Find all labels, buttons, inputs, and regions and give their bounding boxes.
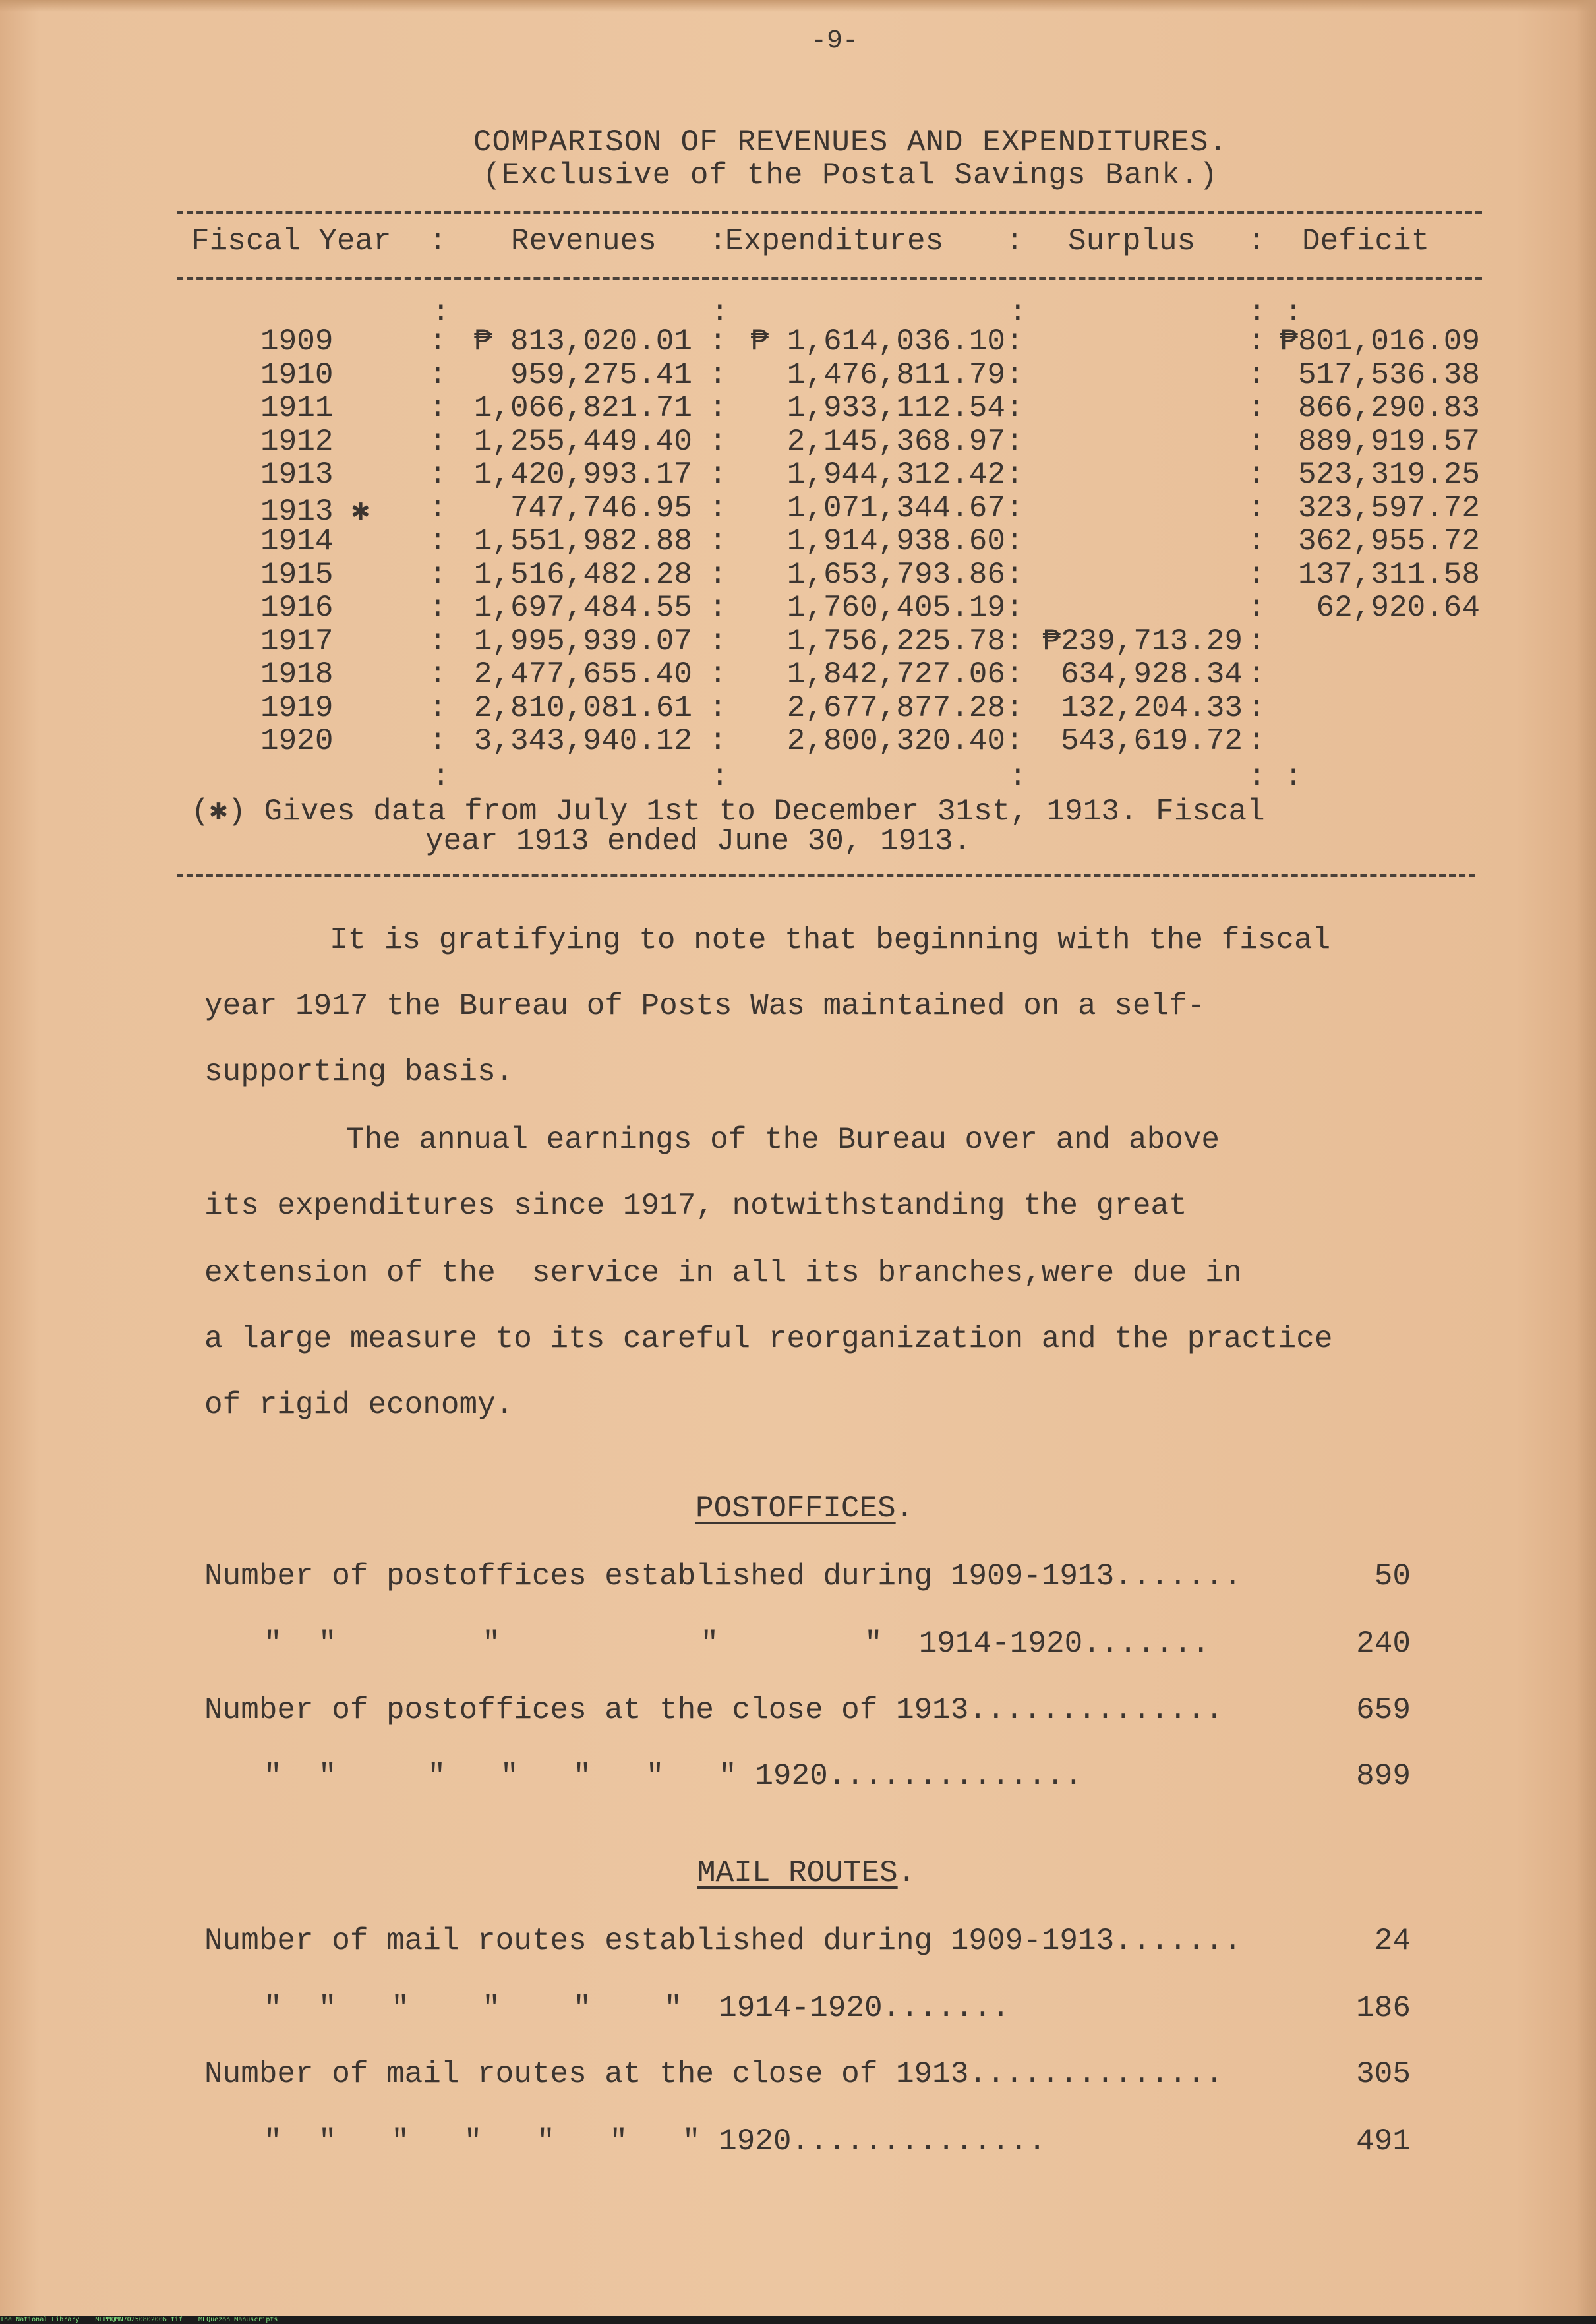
table-colon: : — [1247, 624, 1266, 659]
header-deficit: Deficit — [1302, 224, 1430, 258]
table-cell-expenditures: 1,071,344.67 — [786, 491, 1005, 525]
table-cell-surplus: 634,928.34 — [1060, 657, 1243, 692]
table-cell-expenditures: 1,653,793.86 — [786, 558, 1005, 592]
table-colon: : — [709, 391, 727, 425]
table-footnote-line1: (✱) Gives data from July 1st to December 31st, 1913. Fiscal — [191, 794, 1265, 829]
table-cell-expenditures: 2,800,320.40 — [786, 724, 1005, 758]
mail-routes-heading-text: MAIL ROUTES — [697, 1856, 898, 1890]
table-colon: : — [1005, 425, 1024, 459]
mail-routes-line-value: 24 — [1374, 1924, 1411, 1958]
mail-routes-line-text: Number of mail routes at the close of 1913.............. — [204, 2057, 1224, 2091]
postoffices-line-text: " " " " " 1914-1920....... — [264, 1626, 1210, 1661]
document-subtitle: (Exclusive of the Postal Savings Bank.) — [483, 158, 1218, 193]
table-cell-year: 1915 — [260, 558, 334, 592]
table-colon-marks-top: : : : : : — [432, 295, 1303, 330]
table-cell-revenues: 1,420,993.17 — [473, 458, 692, 492]
table-cell-year: 1918 — [260, 657, 334, 692]
table-cell-revenues: 747,746.95 — [510, 491, 692, 525]
table-footnote-line2: year 1913 ended June 30, 1913. — [425, 824, 972, 858]
table-colon: : — [1247, 425, 1266, 459]
mail-routes-line-value: 186 — [1356, 1991, 1411, 2025]
table-cell-year: 1913 — [260, 458, 334, 492]
table-colon: : — [709, 491, 727, 525]
table-header-rule — [177, 277, 1482, 280]
table-cell-revenues: 2,810,081.61 — [473, 691, 692, 725]
table-colon: : — [709, 458, 727, 492]
table-colon: : — [709, 591, 727, 625]
table-cell-expenditures: 1,760,405.19 — [786, 591, 1005, 625]
table-cell-deficit: 362,955.72 — [1297, 524, 1480, 558]
header-revenues: Revenues — [511, 224, 657, 258]
table-cell-year: 1911 — [260, 391, 334, 425]
paragraph-line: supporting basis. — [204, 1055, 514, 1089]
table-colon: : — [1005, 458, 1024, 492]
table-cell-year: 1920 — [260, 724, 334, 758]
postoffices-line-value: 899 — [1356, 1759, 1411, 1793]
table-cell-year: 1916 — [260, 591, 334, 625]
table-colon: : — [709, 691, 727, 725]
table-cell-deficit: ₱801,016.09 — [1280, 324, 1480, 359]
table-colon: : — [709, 624, 727, 659]
table-cell-deficit: 866,290.83 — [1297, 391, 1480, 425]
table-colon: : — [709, 657, 727, 692]
table-cell-year: 1919 — [260, 691, 334, 725]
table-cell-expenditures: 1,756,225.78 — [786, 624, 1005, 659]
postoffices-line-value: 240 — [1356, 1626, 1411, 1661]
document-title: COMPARISON OF REVENUES AND EXPENDITURES. — [473, 125, 1228, 160]
table-cell-year: 1914 — [260, 524, 334, 558]
table-colon: : — [429, 691, 447, 725]
table-colon: : — [1005, 391, 1024, 425]
table-cell-surplus: ₱239,713.29 — [1042, 624, 1243, 659]
postoffices-line-value: 50 — [1374, 1559, 1411, 1594]
table-cell-deficit: 137,311.58 — [1297, 558, 1480, 592]
paragraph-line: its expenditures since 1917, notwithstanding the great — [204, 1189, 1187, 1223]
table-bottom-rule — [177, 874, 1475, 877]
scan-footer-bar: The National Library MLPMQMN70250802006 tif MLQuezon Manuscripts — [0, 2316, 1596, 2324]
table-colon: : — [1247, 691, 1266, 725]
paragraph-line: a large measure to its careful reorganization and the practice — [204, 1322, 1333, 1356]
mail-routes-heading: MAIL ROUTES. — [697, 1856, 916, 1890]
mail-routes-line-value: 305 — [1356, 2057, 1411, 2091]
table-cell-year: 1910 — [260, 358, 334, 392]
table-top-rule — [177, 211, 1482, 214]
table-colon: : — [1247, 491, 1266, 525]
table-colon: : — [709, 724, 727, 758]
table-cell-revenues: 959,275.41 — [510, 358, 692, 392]
table-colon: : — [1005, 624, 1024, 659]
header-surplus: Surplus — [1068, 224, 1196, 258]
page-number: -9- — [811, 26, 859, 56]
paragraph-line: extension of the service in all its branches,were due in — [204, 1256, 1242, 1290]
table-colon: : — [429, 458, 447, 492]
table-cell-expenditures: ₱ 1,614,036.10 — [750, 324, 1005, 359]
paragraph-line: of rigid economy. — [204, 1388, 514, 1422]
table-colon: : — [1005, 591, 1024, 625]
table-cell-revenues: 1,066,821.71 — [473, 391, 692, 425]
table-colon: : — [1005, 324, 1024, 359]
table-cell-expenditures: 1,933,112.54 — [786, 391, 1005, 425]
table-cell-expenditures: 2,145,368.97 — [786, 425, 1005, 459]
table-cell-expenditures: 2,677,877.28 — [786, 691, 1005, 725]
table-colon: : — [709, 358, 727, 392]
table-colon: : — [1005, 491, 1024, 525]
table-colon: : — [1247, 391, 1266, 425]
table-colon: : — [429, 425, 447, 459]
paragraph-line: It is gratifying to note that beginning with the fiscal — [330, 923, 1331, 957]
table-cell-surplus: 543,619.72 — [1060, 724, 1243, 758]
table-cell-revenues: ₱ 813,020.01 — [473, 324, 692, 359]
table-colon: : — [1247, 358, 1266, 392]
table-cell-year: 1913 ✱ — [260, 494, 370, 529]
table-cell-deficit: 323,597.72 — [1297, 491, 1480, 525]
table-cell-deficit: 889,919.57 — [1297, 425, 1480, 459]
table-colon: : — [709, 425, 727, 459]
postoffices-heading-text: POSTOFFICES — [695, 1491, 896, 1526]
page-right-shadow — [1576, 0, 1596, 2324]
table-colon: : — [1247, 657, 1266, 692]
mail-routes-line-value: 491 — [1356, 2124, 1411, 2159]
mail-routes-line-text: " " " " " " " 1920.............. — [264, 2124, 1046, 2159]
table-cell-expenditures: 1,476,811.79 — [786, 358, 1005, 392]
table-colon: : — [1005, 724, 1024, 758]
table-colon: : — [1247, 724, 1266, 758]
table-cell-surplus: 132,204.33 — [1060, 691, 1243, 725]
table-colon: : — [709, 324, 727, 359]
table-colon: : — [1005, 657, 1024, 692]
table-colon: : — [429, 558, 447, 592]
table-cell-deficit: 523,319.25 — [1297, 458, 1480, 492]
table-colon: : — [709, 524, 727, 558]
table-cell-expenditures: 1,944,312.42 — [786, 458, 1005, 492]
table-colon: : — [1247, 524, 1266, 558]
paragraph-line: The annual earnings of the Bureau over and above — [346, 1123, 1220, 1157]
table-cell-year: 1912 — [260, 425, 334, 459]
table-cell-expenditures: 1,914,938.60 — [786, 524, 1005, 558]
mail-routes-line-text: " " " " " " 1914-1920....... — [264, 1991, 1010, 2025]
table-colon: : — [709, 558, 727, 592]
postoffices-heading: POSTOFFICES. — [695, 1491, 914, 1526]
table-colon: : — [429, 391, 447, 425]
table-cell-revenues: 1,551,982.88 — [473, 524, 692, 558]
postoffices-line-text: Number of postoffices at the close of 1913.............. — [204, 1693, 1224, 1727]
table-cell-deficit: 517,536.38 — [1297, 358, 1480, 392]
table-colon: : — [1005, 691, 1024, 725]
table-cell-revenues: 3,343,940.12 — [473, 724, 692, 758]
header-expenditures: Expenditures — [725, 224, 944, 258]
table-colon: : — [1005, 558, 1024, 592]
document-page: -9- COMPARISON OF REVENUES AND EXPENDITURES. (Exclusive of the Postal Savings Bank.) Fiscal Year : Revenues : Expenditures : Surplus : Deficit : : : : : 1909 : ₱ 813,020.01 : ₱ 1,614,036.10 : : ₱801,016.09 1910 : 959,275.41 : 1,476,811.79 : : 517,536.38 1911 : 1,066,821.71 : 1,933,112.54 : : 866,290.83 1912 : 1,255,449.40 : 2,145,368.97 : : 889,919.57 1913 : 1,420,993.17 : 1,944,312.42 : : 523,319.25 1913 ✱ : 747,746.95 : 1,071,344.67 : : 323,597.72 1914 : 1,551,982.88 : 1,914,938.60 : : 362,955.72 1915 : 1,516,482.28 : 1,653,793.86 : : 137,311.58 1916 : 1,697,484.55 : 1,760,405.19 : : 62,920.64 1917 : 1,995,939.07 : 1,756,225.78 : ₱239,713.29 : 1918 : 2,477,655.40 : 1,842,727.06 : 634,928.34 : 1919 : 2,810,081.61 : 2,677,877.28 : 132,204.33 : 1920 : 3,343,940.12 : 2,800,320.40 : 543,619.72 : : : : : : (✱) Gives data from July 1st to December 31st, 1913. Fiscal year 1913 ended June 30, 1913. It is gratifying to note that beginning with the fiscal year 1917 the Bureau of Posts Was maintained on a self- supporting basis. The annual earnings of the Bureau over and above its expenditures since 1917, notwithstanding the great extension of the service in all its branches,were due in a large measure to its careful reorganization and the practice of rigid economy. POSTOFFICES. Number of postoffices established during 1909-1913....... 50 " " " " " 1914-1920....... 240 Number of postoffices at the close of 1913.............. 659 " " " " " " " 1920.............. 899 MAIL ROUTES. Number of mail routes established during 1909-1913....... 24 " " " " " " 1914-1920....... 186 Number of mail routes at the close of 1913.............. 305 " " " " " " " 1920.............. 491 — [0, 0, 1596, 2324]
table-cell-revenues: 1,995,939.07 — [473, 624, 692, 659]
table-colon: : — [429, 657, 447, 692]
header-fiscal-year: Fiscal Year — [191, 224, 392, 258]
table-colon: : — [1247, 458, 1266, 492]
table-colon: : — [429, 358, 447, 392]
table-cell-revenues: 2,477,655.40 — [473, 657, 692, 692]
table-colon: : — [429, 324, 447, 359]
table-colon: : — [429, 524, 447, 558]
table-cell-deficit: 62,920.64 — [1316, 591, 1480, 625]
page-top-shadow — [0, 0, 1596, 12]
paragraph-line: year 1917 the Bureau of Posts Was maintained on a self- — [204, 989, 1206, 1023]
table-cell-expenditures: 1,842,727.06 — [786, 657, 1005, 692]
table-colon-marks-bottom: : : : : : — [432, 760, 1303, 794]
table-colon: : — [1247, 558, 1266, 592]
table-colon: : — [429, 491, 447, 525]
table-colon: : — [1005, 524, 1024, 558]
table-cell-revenues: 1,516,482.28 — [473, 558, 692, 592]
table-colon: : — [1247, 591, 1266, 625]
table-cell-year: 1917 — [260, 624, 334, 659]
table-cell-revenues: 1,255,449.40 — [473, 425, 692, 459]
postoffices-line-value: 659 — [1356, 1693, 1411, 1727]
postoffices-line-text: " " " " " " " 1920.............. — [264, 1759, 1083, 1793]
postoffices-line-text: Number of postoffices established during 1909-1913....... — [204, 1559, 1242, 1594]
table-colon: : — [429, 624, 447, 659]
mail-routes-line-text: Number of mail routes established during 1909-1913....... — [204, 1924, 1242, 1958]
table-cell-revenues: 1,697,484.55 — [473, 591, 692, 625]
table-colon: : — [1005, 358, 1024, 392]
table-colon: : — [1247, 324, 1266, 359]
table-colon: : — [429, 724, 447, 758]
table-colon: : — [429, 591, 447, 625]
table-cell-year: 1909 — [260, 324, 334, 359]
